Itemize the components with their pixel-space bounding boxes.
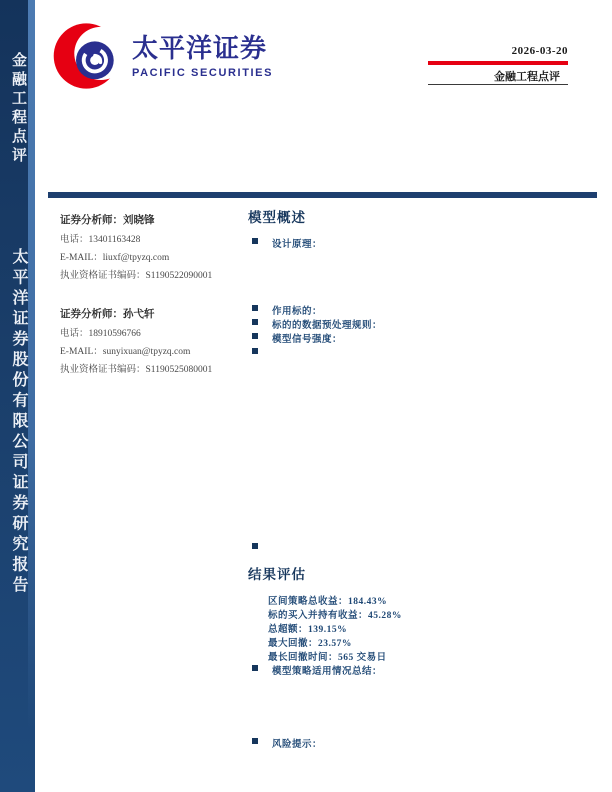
phone-value: 18910596766 (88, 329, 141, 339)
email-label: E-MAIL： (60, 253, 103, 263)
bullet-risk-warning (252, 736, 322, 750)
bullet-square-icon (252, 348, 258, 354)
stat-value: 45.28% (368, 611, 402, 621)
phone-label: 电话： (60, 329, 89, 339)
cert-label: 执业资格证书编码： (60, 365, 146, 375)
section-title-results: 结果评估 (248, 567, 306, 582)
report-date: 2026-03-20 (511, 45, 568, 57)
bullet-square-icon (252, 738, 258, 744)
stat-value: 565 交易日 (338, 653, 387, 663)
header-thin-rule (428, 84, 568, 85)
analyst-block (60, 306, 248, 375)
cert-value: S1190525080001 (145, 365, 213, 375)
section-title-model-overview: 模型概述 (248, 210, 306, 225)
stat-label: 标的买入并持有收益： (268, 611, 369, 621)
bullet-target (252, 303, 322, 317)
bullet-square-icon (252, 333, 258, 339)
bullet-square-icon (252, 543, 258, 549)
email-value: sunyixuan@tpyzq.com (102, 347, 191, 357)
bullet-label: 作用标的： (272, 307, 323, 317)
bullet-label: 设计原理： (272, 240, 323, 250)
sidebar-report-type-label: 金融工程点评 (10, 52, 26, 166)
analyst-role-label: 证券分析师： (60, 309, 123, 320)
email-label: E-MAIL： (60, 347, 103, 357)
bullet-design-principle (252, 236, 322, 250)
analyst-name: 刘晓锋 (123, 215, 155, 226)
pacific-securities-logo-icon (52, 15, 124, 97)
bullet-signal-strength (252, 331, 342, 345)
bullet-empty (252, 541, 258, 549)
stat-max-drawdown (268, 635, 352, 649)
stat-excess-return (268, 621, 347, 635)
analyst-phone-row (60, 329, 248, 339)
company-logo (46, 9, 274, 103)
analyst-block (60, 212, 248, 281)
analyst-email-row (60, 347, 248, 357)
stat-buyhold-return (268, 607, 402, 621)
stat-value: 139.15% (308, 625, 348, 635)
cert-value: S1190522090001 (145, 271, 213, 281)
analyst-name: 孙弋轩 (123, 309, 155, 320)
bullet-square-icon (252, 238, 258, 244)
report-category: 金融工程点评 (494, 71, 560, 83)
header-red-rule (428, 61, 568, 65)
phone-label: 电话： (60, 235, 89, 245)
analyst-email-row (60, 253, 248, 263)
analyst-phone-row (60, 235, 248, 245)
cert-label: 执业资格证书编码： (60, 271, 146, 281)
analyst-cert-row (60, 365, 248, 375)
bullet-label: 模型策略适用情况总结： (272, 667, 383, 677)
bullet-square-icon (252, 305, 258, 311)
stat-label: 最大回撤： (268, 639, 319, 649)
logo-chinese-name: 太平洋证券 (132, 33, 268, 63)
analyst-name-row (60, 306, 248, 321)
stat-longest-drawdown (268, 649, 387, 663)
sidebar-company-label: 太平洋证券股份有限公司证券研究报告 (10, 248, 27, 597)
analyst-name-row (60, 212, 248, 227)
header-divider-bar (48, 192, 597, 198)
email-value: liuxf@tpyzq.com (102, 253, 170, 263)
stat-value: 23.57% (318, 639, 352, 649)
bullet-square-icon (252, 319, 258, 325)
analyst-cert-row (60, 271, 248, 281)
stat-total-return (268, 593, 387, 607)
bullet-empty (252, 346, 258, 354)
stat-label: 总超额： (268, 625, 309, 635)
stat-value: 184.43% (348, 597, 388, 607)
logo-english-name: PACIFIC SECURITIES (132, 66, 274, 79)
analysts-column (60, 212, 248, 383)
bullet-preprocess-rule (252, 317, 382, 331)
bullet-label: 模型信号强度： (272, 335, 343, 345)
analyst-role-label: 证券分析师： (60, 215, 123, 226)
bullet-strategy-summary (252, 663, 382, 677)
logo-text (132, 34, 273, 79)
phone-value: 13401163428 (88, 235, 141, 245)
bullet-square-icon (252, 665, 258, 671)
bullet-label: 标的的数据预处理规则： (272, 321, 383, 331)
bullet-label: 风险提示： (272, 740, 323, 750)
stat-label: 最长回撤时间： (268, 653, 339, 663)
stat-label: 区间策略总收益： (268, 597, 349, 607)
